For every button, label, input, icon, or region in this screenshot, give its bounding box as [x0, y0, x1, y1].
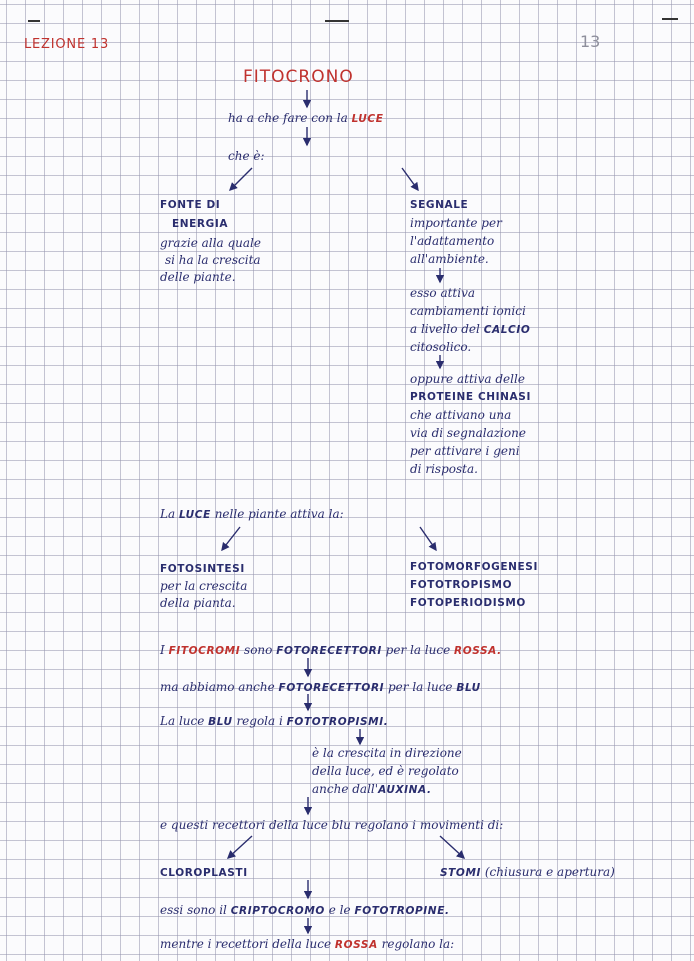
auxina-keyword: AUXINA. [378, 784, 432, 796]
fitocromi-text: ma abbiamo anche [160, 680, 275, 694]
luce-section-text: La [160, 507, 176, 521]
right-branch-text: a livello del [410, 322, 480, 336]
fototropismi-keyword: FOTOTROPISMI. [286, 716, 389, 728]
right-branch-heading: SEGNALE [410, 199, 469, 211]
left-branch-line: delle piante. [160, 270, 236, 284]
luce-keyword: LUCE [178, 509, 211, 521]
luce-section-text: nelle piante attiva la: [214, 507, 344, 521]
intro-line-2: che è: [228, 149, 265, 163]
left-branch-heading-2: ENERGIA [172, 218, 229, 230]
arrow [222, 527, 240, 550]
fotosintesi-line: della pianta. [160, 596, 236, 610]
final-text: mentre i recettori della luce [160, 937, 332, 951]
left-branch-heading-1: FONTE DI [160, 199, 221, 211]
left-branch-line: grazie alla quale [160, 236, 261, 250]
final-text: e le [328, 903, 351, 917]
cloroplasti-label: CLOROPLASTI [160, 867, 248, 879]
fitocromi-text: sono [244, 643, 273, 657]
fotosintesi-line: per la crescita [160, 579, 248, 593]
arrow [440, 836, 464, 858]
luce-keyword: LUCE [351, 113, 384, 125]
intro-text: ha a che fare con la [228, 111, 348, 125]
arrow [402, 168, 418, 190]
fitocromi-text: I [160, 643, 165, 657]
right-branch-line: per attivare i geni [410, 444, 520, 458]
arrow [420, 527, 436, 550]
left-branch-line: si ha la crescita [165, 253, 261, 267]
recettori-line: e questi recettori della luce blu regolano i movimenti di: [160, 818, 504, 832]
calcio-keyword: CALCIO [483, 324, 531, 336]
blu-keyword: BLU [208, 716, 233, 728]
photo-process: FOTOMORFOGENESI [410, 561, 538, 573]
right-branch-line: esso attiva [410, 286, 476, 300]
page-number: 13 [580, 32, 601, 51]
fototropine-keyword: FOTOTROPINE. [354, 905, 450, 917]
fitocromi-text: La luce [160, 714, 205, 728]
final-text: regolano la: [381, 937, 455, 951]
rossa-keyword: ROSSA. [454, 645, 502, 657]
fotorecettori-keyword: FOTORECETTORI [276, 645, 382, 657]
blu-keyword: BLU [456, 682, 481, 694]
lesson-label: LEZIONE 13 [24, 37, 110, 52]
fitocromi-keyword: FITOCROMI [168, 645, 241, 657]
photo-process: FOTOTROPISMO [410, 579, 513, 591]
fotorecettori-keyword: FOTORECETTORI [278, 682, 385, 694]
stomi-note: (chiusura e apertura) [484, 865, 615, 879]
proteine-keyword: PROTEINE CHINASI [410, 391, 531, 403]
right-branch-line: di risposta. [410, 462, 478, 476]
criptocromo-keyword: CRIPTOCROMO [230, 905, 325, 917]
definition-text: anche dall' [312, 782, 379, 796]
fitocromi-text: regola i [236, 714, 283, 728]
rossa-keyword: ROSSA [334, 939, 378, 951]
arrow [230, 168, 252, 190]
stomi-label: STOMI [440, 867, 482, 879]
right-branch-line: che attivano una [410, 408, 512, 422]
right-branch-line: oppure attiva delle [410, 372, 525, 386]
right-branch-line: citosolico. [410, 340, 472, 354]
right-branch-line: all'ambiente. [410, 252, 489, 266]
photo-process: FOTOPERIODISMO [410, 597, 526, 609]
right-branch-line: l'adattamento [410, 234, 495, 248]
right-branch-line: importante per [410, 216, 502, 230]
page-title: FITOCRONO [243, 67, 354, 87]
fototropismo-definition: è la crescita in direzione [312, 746, 462, 760]
fotosintesi-heading: FOTOSINTESI [160, 563, 245, 575]
right-branch-line: cambiamenti ionici [410, 304, 526, 318]
arrow [228, 836, 252, 858]
fitocromi-text: per la luce [387, 680, 453, 694]
final-text: essi sono il [160, 903, 227, 917]
fototropismo-definition: della luce, ed è regolato [312, 764, 459, 778]
fitocromi-text: per la luce [385, 643, 451, 657]
right-branch-line: via di segnalazione [410, 426, 526, 440]
